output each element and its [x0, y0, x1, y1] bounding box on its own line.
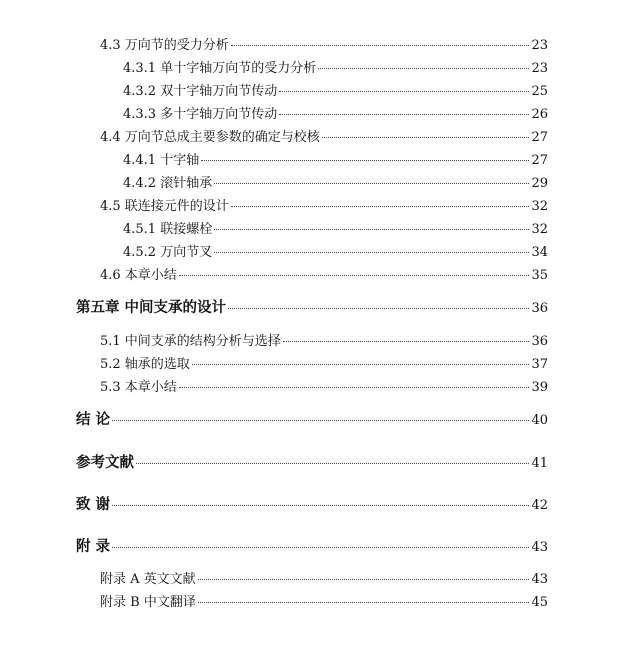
toc-dot-leader: [231, 206, 530, 207]
toc-entry-page: 26: [531, 107, 548, 122]
toc-entry-page: 23: [531, 38, 548, 53]
toc-entry-title: 4.4 万向节总成主要参数的确定与校核: [100, 130, 320, 145]
toc-entry-page: 41: [531, 456, 548, 471]
toc-entry-title: 4.6 本章小结: [100, 268, 177, 283]
toc-entry-title: 4.5 联连接元件的设计: [100, 199, 229, 214]
toc-entry-title: 4.4.1 十字轴: [123, 153, 200, 168]
toc-dot-leader: [214, 183, 529, 184]
toc-entry-title: 结 论: [76, 411, 111, 428]
toc-entry-4-4-1[interactable]: [0, 149, 548, 168]
toc-dot-leader: [279, 114, 529, 115]
toc-entry-4-3-2[interactable]: [0, 80, 548, 99]
toc-dot-leader: [228, 308, 529, 309]
toc-entry-5-2[interactable]: [0, 353, 548, 372]
toc-dot-leader: [192, 364, 530, 365]
toc-entry-title: 附录 A 英文文献: [100, 572, 196, 587]
toc-dot-leader: [198, 579, 530, 580]
toc-entry-page: 32: [531, 199, 548, 214]
toc-dot-leader: [214, 229, 529, 230]
toc-entry-page: 43: [531, 572, 548, 587]
toc-dot-leader: [112, 547, 529, 548]
toc-entry-page: 32: [531, 222, 548, 237]
toc-entry-4-3-1[interactable]: [0, 57, 548, 76]
toc-entry-title: 4.3.3 多十字轴万向节传动: [123, 107, 278, 122]
toc-entry-page: 36: [531, 334, 548, 349]
toc-entry-page: 29: [531, 176, 548, 191]
toc-entry-4-3[interactable]: [0, 34, 548, 53]
toc-entry-page: 43: [531, 540, 548, 555]
toc-entry-4-6[interactable]: [0, 264, 548, 283]
toc-entry-page: 35: [531, 268, 548, 283]
toc-entry-5-1[interactable]: [0, 330, 548, 349]
toc-entry-4-5-1[interactable]: [0, 218, 548, 237]
toc-entry-title: 4.5.1 联接螺栓: [123, 222, 213, 237]
toc-dot-leader: [283, 341, 530, 342]
toc-entry-title: 5.2 轴承的选取: [100, 357, 190, 372]
toc-dot-leader: [179, 275, 530, 276]
toc-dot-leader: [201, 160, 529, 161]
toc-dot-leader: [318, 68, 529, 69]
toc-entry-page: 34: [531, 245, 548, 260]
toc-entry-page: 42: [531, 498, 548, 513]
toc-entry-page: 27: [531, 153, 548, 168]
toc-dot-leader: [112, 505, 529, 506]
toc-entry-4-5-2[interactable]: [0, 241, 548, 260]
toc-dot-leader: [231, 45, 530, 46]
toc-entry-title: 4.4.2 滚针轴承: [123, 176, 213, 191]
toc-dot-leader: [198, 602, 530, 603]
toc-entry-page: 25: [531, 84, 548, 99]
toc-entry-title: 4.5.2 万向节叉: [123, 245, 213, 260]
toc-entry-page: 23: [531, 61, 548, 76]
toc-entry-page: 37: [531, 357, 548, 372]
toc-entry-title: 第五章 中间支承的设计: [76, 299, 227, 316]
toc-entry-title: 4.3 万向节的受力分析: [100, 38, 229, 53]
toc-entry-4-4-2[interactable]: [0, 172, 548, 191]
toc-entry-title: 参考文献: [76, 454, 134, 471]
toc-entry-title: 5.1 中间支承的结构分析与选择: [100, 334, 281, 349]
toc-appendix-b[interactable]: [0, 591, 548, 610]
toc-acknowledgements[interactable]: [0, 493, 548, 514]
toc-entry-title: 4.3.1 单十字轴万向节的受力分析: [123, 61, 317, 76]
toc-entry-page: 27: [531, 130, 548, 145]
toc-appendix-a[interactable]: [0, 568, 548, 587]
toc-references[interactable]: [0, 451, 548, 472]
toc-entry-5-3[interactable]: [0, 376, 548, 395]
toc-entry-page: 36: [531, 301, 548, 316]
toc-dot-leader: [214, 252, 529, 253]
toc-conclusion[interactable]: [0, 408, 548, 429]
toc-entry-title: 附录 B 中文翻译: [100, 595, 196, 610]
toc-chapter-5[interactable]: [0, 296, 548, 317]
toc-dot-leader: [179, 387, 530, 388]
toc-entry-4-4[interactable]: [0, 126, 548, 145]
toc-entry-title: 致 谢: [76, 496, 111, 513]
toc-dot-leader: [112, 420, 529, 421]
toc-entry-title: 5.3 本章小结: [100, 380, 177, 395]
toc-dot-leader: [322, 137, 530, 138]
toc-entry-page: 39: [531, 380, 548, 395]
toc-dot-leader: [136, 463, 529, 464]
toc-entry-title: 附 录: [76, 538, 111, 555]
toc-dot-leader: [279, 91, 529, 92]
toc-entry-page: 40: [531, 413, 548, 428]
toc-entry-4-3-3[interactable]: [0, 103, 548, 122]
toc-appendix[interactable]: [0, 535, 548, 556]
toc-entry-page: 45: [531, 595, 548, 610]
toc-entry-title: 4.3.2 双十字轴万向节传动: [123, 84, 278, 99]
toc-entry-4-5[interactable]: [0, 195, 548, 214]
